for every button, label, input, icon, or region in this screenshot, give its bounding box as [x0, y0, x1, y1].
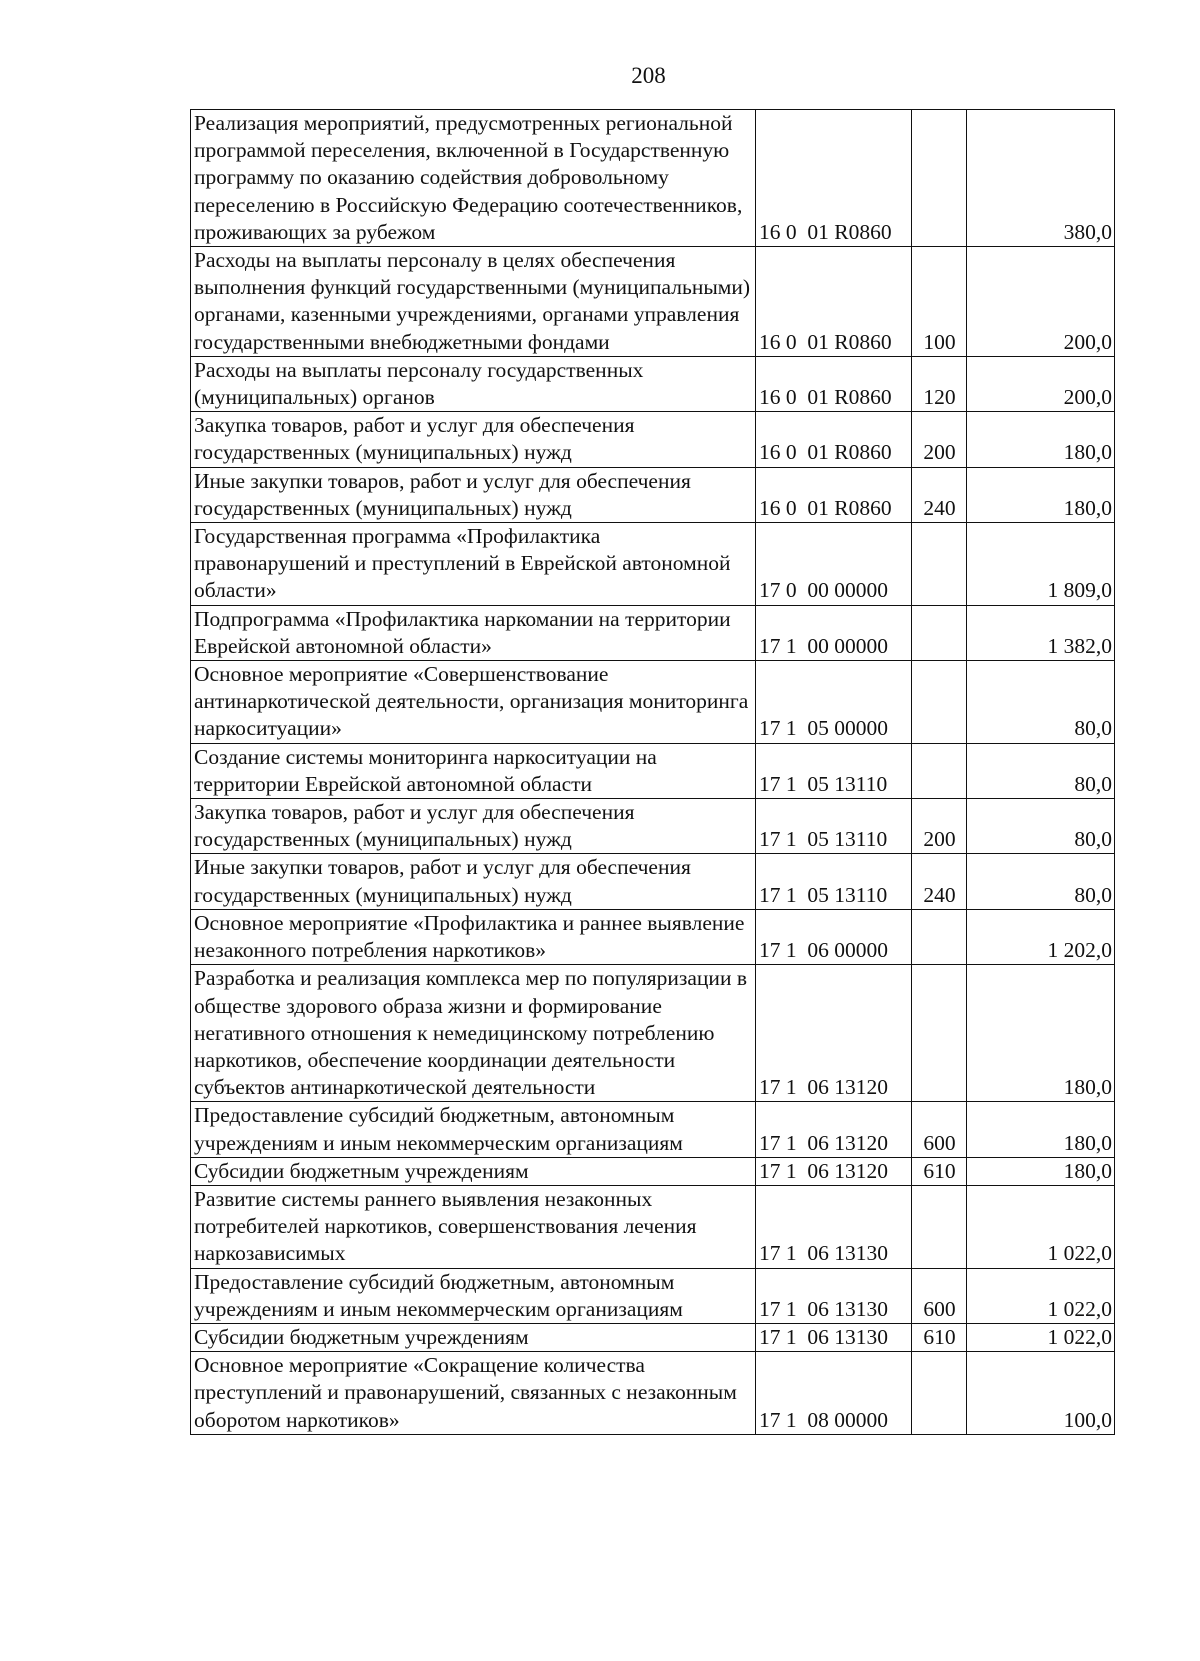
row-expense-type-cell: 200 [912, 799, 967, 854]
row-expense-type-cell [912, 523, 967, 606]
row-code-cell: 17 1 05 13110 [756, 854, 912, 909]
row-code-cell: 17 1 06 13120 [756, 965, 912, 1102]
row-code-cell: 17 1 06 13120 [756, 1102, 912, 1157]
row-code-cell: 16 0 01 R0860 [756, 412, 912, 467]
table-row [191, 412, 1115, 467]
row-code-cell: 17 1 06 13130 [756, 1323, 912, 1351]
row-name-cell: Расходы на выплаты персоналу государственных (муниципальных) органов [191, 356, 756, 411]
table-row [191, 523, 1115, 606]
row-sum-cell: 200,0 [967, 247, 1115, 357]
row-name-cell: Основное мероприятие «Сокращение количества преступлений и правонарушений, связанных с незаконным оборотом наркотиков» [191, 1352, 756, 1435]
row-code-cell: 17 1 06 13130 [756, 1268, 912, 1323]
row-expense-type-cell: 240 [912, 854, 967, 909]
row-name-cell: Основное мероприятие «Профилактика и раннее выявление незаконного потребления наркотиков» [191, 909, 756, 964]
row-code-cell: 17 1 00 00000 [756, 605, 912, 660]
row-code-cell: 17 1 06 13130 [756, 1185, 912, 1268]
row-name-cell: Субсидии бюджетным учреждениям [191, 1323, 756, 1351]
row-code-cell: 17 1 06 00000 [756, 909, 912, 964]
row-expense-type-cell [912, 1185, 967, 1268]
row-sum-cell: 180,0 [967, 1102, 1115, 1157]
row-name-cell: Иные закупки товаров, работ и услуг для обеспечения государственных (муниципальных) нужд [191, 467, 756, 522]
row-name-cell: Подпрограмма «Профилактика наркомании на территории Еврейской автономной области» [191, 605, 756, 660]
row-code-cell: 16 0 01 R0860 [756, 247, 912, 357]
row-expense-type-cell: 610 [912, 1323, 967, 1351]
row-code-cell: 17 1 08 00000 [756, 1352, 912, 1435]
row-sum-cell: 80,0 [967, 799, 1115, 854]
table-row [191, 1352, 1115, 1435]
row-code-cell: 17 1 05 13110 [756, 799, 912, 854]
page-number: 208 [631, 63, 666, 88]
table-row [191, 605, 1115, 660]
row-name-cell: Создание системы мониторинга наркоситуации на территории Еврейской автономной области [191, 743, 756, 798]
row-code-cell: 16 0 01 R0860 [756, 356, 912, 411]
row-sum-cell: 1 022,0 [967, 1268, 1115, 1323]
table-row [191, 661, 1115, 744]
table-row [191, 110, 1115, 247]
table-row [191, 1268, 1115, 1323]
row-name-cell: Закупка товаров, работ и услуг для обеспечения государственных (муниципальных) нужд [191, 412, 756, 467]
row-expense-type-cell: 200 [912, 412, 967, 467]
row-code-cell: 16 0 01 R0860 [756, 110, 912, 247]
row-name-cell: Иные закупки товаров, работ и услуг для обеспечения государственных (муниципальных) нужд [191, 854, 756, 909]
row-expense-type-cell [912, 661, 967, 744]
row-name-cell: Государственная программа «Профилактика правонарушений и преступлений в Еврейской автономной области» [191, 523, 756, 606]
row-sum-cell: 100,0 [967, 1352, 1115, 1435]
row-expense-type-cell: 610 [912, 1157, 967, 1185]
budget-table-body [191, 110, 1115, 1435]
row-expense-type-cell: 600 [912, 1102, 967, 1157]
row-sum-cell: 1 809,0 [967, 523, 1115, 606]
table-row [191, 1323, 1115, 1351]
row-name-cell: Предоставление субсидий бюджетным, автономным учреждениям и иным некоммерческим организациям [191, 1102, 756, 1157]
row-expense-type-cell: 600 [912, 1268, 967, 1323]
row-name-cell: Основное мероприятие «Совершенствование антинаркотической деятельности, организация мониторинга наркоситуации» [191, 661, 756, 744]
row-sum-cell: 180,0 [967, 412, 1115, 467]
table-row [191, 965, 1115, 1102]
row-sum-cell: 180,0 [967, 1157, 1115, 1185]
table-row [191, 743, 1115, 798]
row-sum-cell: 80,0 [967, 743, 1115, 798]
row-expense-type-cell: 100 [912, 247, 967, 357]
row-code-cell: 17 1 05 13110 [756, 743, 912, 798]
row-expense-type-cell [912, 110, 967, 247]
table-row [191, 1102, 1115, 1157]
table-row [191, 1185, 1115, 1268]
row-expense-type-cell [912, 605, 967, 660]
row-code-cell: 17 1 05 00000 [756, 661, 912, 744]
row-expense-type-cell: 120 [912, 356, 967, 411]
table-row [191, 799, 1115, 854]
table-row [191, 1157, 1115, 1185]
row-sum-cell: 1 022,0 [967, 1323, 1115, 1351]
row-name-cell: Развитие системы раннего выявления незаконных потребителей наркотиков, совершенствования лечения наркозависимых [191, 1185, 756, 1268]
table-row [191, 247, 1115, 357]
row-sum-cell: 1 382,0 [967, 605, 1115, 660]
row-code-cell: 16 0 01 R0860 [756, 467, 912, 522]
row-sum-cell: 1 022,0 [967, 1185, 1115, 1268]
row-sum-cell: 380,0 [967, 110, 1115, 247]
row-expense-type-cell [912, 1352, 967, 1435]
row-name-cell: Разработка и реализация комплекса мер по популяризации в обществе здорового образа жизни и формирование негативного отношения к немедицинскому потреблению наркотиков, обеспечение координации деятельности субъектов антинаркотической деятельности [191, 965, 756, 1102]
row-sum-cell: 180,0 [967, 467, 1115, 522]
row-expense-type-cell [912, 743, 967, 798]
row-sum-cell: 200,0 [967, 356, 1115, 411]
row-expense-type-cell: 240 [912, 467, 967, 522]
budget-table [190, 109, 1115, 1435]
row-sum-cell: 80,0 [967, 854, 1115, 909]
table-row [191, 356, 1115, 411]
row-code-cell: 17 1 06 13120 [756, 1157, 912, 1185]
table-row [191, 854, 1115, 909]
row-name-cell: Субсидии бюджетным учреждениям [191, 1157, 756, 1185]
table-row [191, 467, 1115, 522]
row-name-cell: Реализация мероприятий, предусмотренных региональной программой переселения, включенной в Государственную программу по оказанию содействия добровольному переселению в Российскую Федерацию соотечественников, проживающих за рубежом [191, 110, 756, 247]
row-sum-cell: 1 202,0 [967, 909, 1115, 964]
row-expense-type-cell [912, 909, 967, 964]
row-code-cell: 17 0 00 00000 [756, 523, 912, 606]
row-name-cell: Расходы на выплаты персоналу в целях обеспечения выполнения функций государственными (муниципальными) органами, казенными учреждениями, органами управления государственными внебюджетными фондами [191, 247, 756, 357]
row-sum-cell: 80,0 [967, 661, 1115, 744]
row-expense-type-cell [912, 965, 967, 1102]
row-name-cell: Закупка товаров, работ и услуг для обеспечения государственных (муниципальных) нужд [191, 799, 756, 854]
row-sum-cell: 180,0 [967, 965, 1115, 1102]
row-name-cell: Предоставление субсидий бюджетным, автономным учреждениям и иным некоммерческим организациям [191, 1268, 756, 1323]
table-row [191, 909, 1115, 964]
